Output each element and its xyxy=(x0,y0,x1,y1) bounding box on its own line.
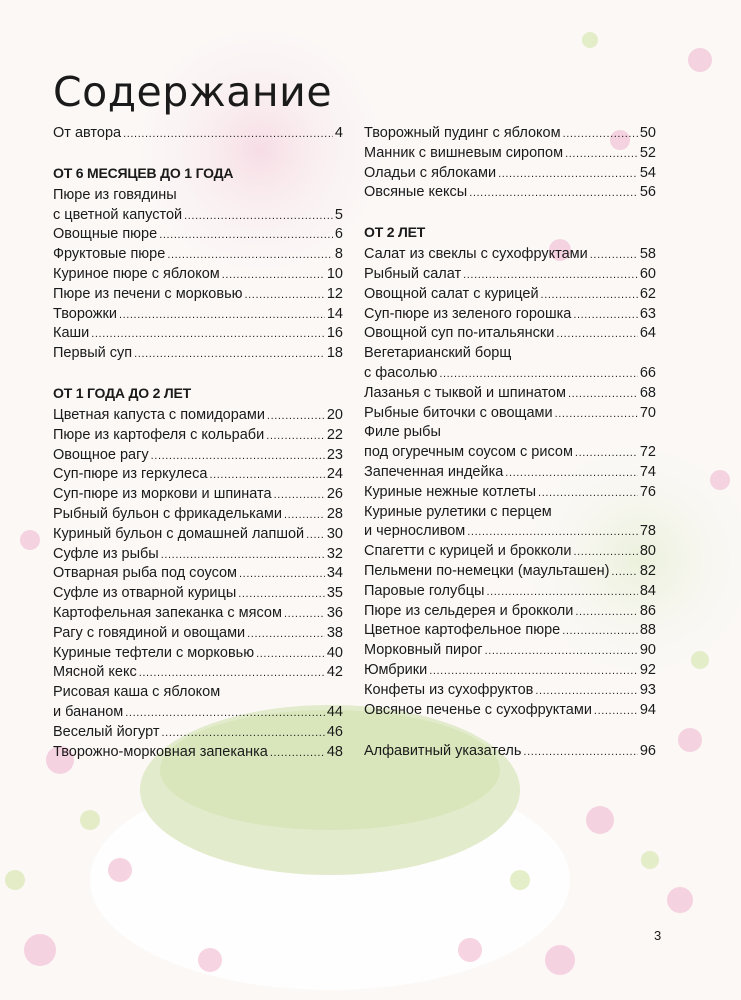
dot-leader xyxy=(429,664,638,679)
toc-entry-page: 63 xyxy=(639,305,656,322)
toc-entry[interactable] xyxy=(364,245,656,265)
toc-entry-page: 26 xyxy=(326,486,343,503)
toc-entry-title: Фруктовые пюре xyxy=(53,246,166,263)
toc-entry-title: Мясной кекс xyxy=(53,664,137,681)
toc-entry-title: Суп-пюре из моркови и шпината xyxy=(53,486,272,503)
toc-entry[interactable] xyxy=(364,602,656,622)
toc-entry-page: 18 xyxy=(326,345,343,362)
toc-entry-page: 24 xyxy=(326,466,343,483)
dot-leader xyxy=(555,407,638,422)
toc-entry-title: Запеченная индейка xyxy=(364,463,504,480)
dot-leader xyxy=(209,468,324,483)
dot-leader xyxy=(167,248,333,263)
toc-entry-title-line1: Рисовая каша с яблоком xyxy=(53,684,221,701)
toc-entry[interactable] xyxy=(364,265,656,285)
toc-entry-page: 93 xyxy=(639,681,656,698)
toc-entry-page: 36 xyxy=(326,604,343,621)
dot-leader xyxy=(162,726,325,741)
toc-entry[interactable] xyxy=(364,404,656,424)
toc-entry-page: 78 xyxy=(639,523,656,540)
dot-leader xyxy=(267,409,325,424)
toc-entry[interactable] xyxy=(53,663,343,683)
toc-left-column xyxy=(53,124,343,762)
toc-entry-title: От автора xyxy=(53,125,122,141)
dot-leader xyxy=(245,288,325,303)
dot-leader xyxy=(270,746,325,761)
toc-entry-page: 8 xyxy=(334,246,343,263)
dot-leader xyxy=(161,548,325,563)
toc-entry-page: 35 xyxy=(326,585,343,602)
toc-entry-title: Лазанья с тыквой и шпинатом xyxy=(364,384,566,401)
toc-entry-page: 86 xyxy=(639,602,656,619)
dot-leader xyxy=(562,624,638,639)
toc-entry[interactable] xyxy=(364,582,656,602)
dot-leader xyxy=(590,248,638,263)
toc-entry-title: Овощное рагу xyxy=(53,446,149,463)
dot-leader xyxy=(439,367,638,382)
dot-leader xyxy=(222,268,325,283)
toc-entry-page: 16 xyxy=(326,325,343,342)
dot-leader xyxy=(125,706,325,721)
toc-entry-page: 88 xyxy=(639,622,656,639)
toc-entry[interactable] xyxy=(364,542,656,562)
toc-entry[interactable] xyxy=(53,206,343,226)
toc-entry[interactable] xyxy=(53,225,343,245)
dot-leader xyxy=(274,488,325,503)
dot-leader xyxy=(541,288,638,303)
dot-leader xyxy=(119,308,325,323)
dot-leader xyxy=(284,607,325,622)
toc-entry[interactable] xyxy=(53,265,343,285)
dot-leader xyxy=(184,209,333,224)
toc-entry-title: Цветное картофельное пюре xyxy=(364,622,561,639)
toc-entry-title: с цветной капустой xyxy=(53,206,183,223)
toc-entry-title: Манник с вишневым сиропом xyxy=(364,144,564,161)
toc-entry-page: 10 xyxy=(326,265,343,282)
toc-entry-title: Куриные нежные котлеты xyxy=(364,483,537,500)
toc-entry[interactable] xyxy=(364,562,656,582)
toc-entry-title: Морковный пирог xyxy=(364,642,483,659)
toc-entry-page: 56 xyxy=(639,184,656,201)
dot-leader xyxy=(538,486,638,501)
dot-leader xyxy=(463,268,638,283)
dot-leader xyxy=(123,127,333,142)
toc-entry[interactable] xyxy=(53,525,343,545)
toc-entry[interactable] xyxy=(53,545,343,565)
dot-leader xyxy=(568,387,638,402)
toc-entry-title: и черносливом xyxy=(364,523,466,540)
toc-entry-page: 62 xyxy=(639,285,656,302)
toc-entry[interactable] xyxy=(53,324,343,344)
toc-entry-title: Паровые голубцы xyxy=(364,582,485,599)
dot-leader xyxy=(306,528,325,543)
toc-entry-page: 40 xyxy=(326,644,343,661)
toc-entry-title: Пюре из картофеля с кольраби xyxy=(53,426,265,443)
dot-leader xyxy=(467,525,638,540)
toc-entry[interactable] xyxy=(364,522,656,542)
toc-entry-index[interactable] xyxy=(364,742,656,762)
toc-entry-page: 46 xyxy=(326,723,343,740)
toc-entry[interactable] xyxy=(364,681,656,701)
toc-entry-title: Пюре из печени с морковью xyxy=(53,285,243,302)
toc-entry[interactable] xyxy=(364,183,656,203)
dot-leader xyxy=(573,308,638,323)
toc-entry-title: Куриный бульон с домашней лапшой xyxy=(53,525,305,542)
toc-entry[interactable] xyxy=(53,644,343,664)
toc-entry-title: Картофельная запеканка с мясом xyxy=(53,604,282,621)
toc-entry-page: 58 xyxy=(639,246,656,263)
toc-entry-title: Алфавитный указатель xyxy=(364,743,522,760)
toc-entry-title: Пельмени по-немецки (маульташен) xyxy=(364,562,610,579)
toc-entry-page: 12 xyxy=(326,285,343,302)
dot-leader xyxy=(611,565,637,580)
toc-entry-title: Первый суп xyxy=(53,345,133,362)
toc-entry[interactable] xyxy=(53,485,343,505)
toc-entry-page: 42 xyxy=(326,664,343,681)
toc-entry-title: Куриное пюре с яблоком xyxy=(53,265,220,282)
toc-entry-title: Каши xyxy=(53,325,90,342)
toc-entry-title-line1: Куриные рулетики с перцем xyxy=(364,503,552,520)
toc-entry-page: 82 xyxy=(639,562,656,579)
toc-entry-page: 6 xyxy=(334,226,343,243)
dot-leader xyxy=(594,704,638,719)
toc-entry[interactable] xyxy=(53,564,343,584)
toc-entry-page: 48 xyxy=(326,743,343,760)
toc-entry[interactable] xyxy=(364,463,656,483)
toc-entry[interactable] xyxy=(53,406,343,426)
toc-entry-page: 94 xyxy=(639,701,656,718)
dot-leader xyxy=(486,585,637,600)
toc-entry-title: Отварная рыба под соусом xyxy=(53,565,238,582)
toc-entry[interactable] xyxy=(53,723,343,743)
toc-entry-title: Творожки xyxy=(53,305,117,322)
toc-entry-title: Пюре из сельдерея и брокколи xyxy=(364,602,574,619)
toc-entry-page: 64 xyxy=(639,325,656,342)
toc-entry[interactable] xyxy=(53,703,343,723)
toc-entry[interactable] xyxy=(364,324,656,344)
toc-entry-page: 30 xyxy=(326,525,343,542)
toc-entry-page: 90 xyxy=(639,642,656,659)
dot-leader xyxy=(266,429,325,444)
toc-entry-title: Суфле из рыбы xyxy=(53,545,159,562)
toc-entry[interactable] xyxy=(53,426,343,446)
dot-leader xyxy=(134,347,325,362)
page-title: Содержание xyxy=(53,68,333,116)
toc-entry-title: Конфеты из сухофруктов xyxy=(364,681,534,698)
toc-entry-title: Овсяные кексы xyxy=(364,184,468,201)
toc-entry-title: Оладьи с яблоками xyxy=(364,164,497,181)
dot-leader xyxy=(469,186,638,201)
dot-leader xyxy=(139,666,325,681)
dot-leader xyxy=(523,745,637,760)
toc-entry-page: 92 xyxy=(639,661,656,678)
dot-leader xyxy=(485,644,638,659)
dot-leader xyxy=(575,446,638,461)
toc-entry[interactable] xyxy=(364,144,656,164)
toc-entry-page: 14 xyxy=(326,305,343,322)
toc-entry-page: 22 xyxy=(326,426,343,443)
toc-entry[interactable] xyxy=(53,285,343,305)
toc-entry-title-line1: Пюре из говядины xyxy=(53,186,177,203)
toc-entry[interactable] xyxy=(364,305,656,325)
toc-entry[interactable] xyxy=(53,245,343,265)
toc-entry[interactable] xyxy=(364,384,656,404)
section-heading: ОТ 6 МЕСЯЦЕВ ДО 1 ГОДА xyxy=(53,164,234,181)
toc-entry-title: Веселый йогурт xyxy=(53,723,160,740)
toc-entry[interactable] xyxy=(53,124,343,144)
dot-leader xyxy=(498,167,638,182)
dot-leader xyxy=(573,545,637,560)
dot-leader xyxy=(159,228,333,243)
toc-entry-title: Творожно-морковная запеканка xyxy=(53,743,268,760)
toc-entry-page: 50 xyxy=(639,125,656,141)
toc-entry-page: 68 xyxy=(639,384,656,401)
toc-entry-page: 72 xyxy=(639,444,656,461)
toc-entry-title: Овощные пюре xyxy=(53,226,158,243)
toc-entry-title: Овощной суп по-итальянски xyxy=(364,325,555,342)
toc-entry[interactable] xyxy=(53,584,343,604)
section-heading: ОТ 2 ЛЕТ xyxy=(364,224,426,241)
toc-entry[interactable] xyxy=(364,364,656,384)
toc-entry[interactable] xyxy=(364,621,656,641)
toc-entry-title: Рыбный салат xyxy=(364,265,462,282)
dot-leader xyxy=(575,605,638,620)
toc-entry-page: 66 xyxy=(639,364,656,381)
toc-entry-page: 52 xyxy=(639,144,656,161)
toc-entry-title: Творожный пудинг с яблоком xyxy=(364,125,561,141)
toc-entry-page: 54 xyxy=(639,164,656,181)
toc-entry-page: 80 xyxy=(639,543,656,560)
toc-entry-title: Овощной салат с курицей xyxy=(364,285,539,302)
toc-entry-title: Юмбрики xyxy=(364,661,428,678)
toc-entry[interactable] xyxy=(53,604,343,624)
dot-leader xyxy=(91,327,325,342)
toc-entry-title: Суп-пюре из зеленого горошка xyxy=(364,305,572,322)
toc-entry[interactable] xyxy=(364,164,656,184)
toc-entry[interactable] xyxy=(364,701,656,721)
dot-leader xyxy=(151,449,325,464)
toc-entry-title-line1: Филе рыбы xyxy=(364,424,441,441)
toc-entry-title-line1: Вегетарианский борщ xyxy=(364,345,512,362)
dot-leader xyxy=(535,684,637,699)
dot-leader xyxy=(284,508,325,523)
toc-entry-page: 32 xyxy=(326,545,343,562)
toc-entry-title: с фасолью xyxy=(364,364,438,381)
toc-right-column xyxy=(364,124,656,762)
toc-entry-title: Суп-пюре из геркулеса xyxy=(53,466,208,483)
dot-leader xyxy=(505,466,638,481)
section-heading: ОТ 1 ГОДА ДО 2 ЛЕТ xyxy=(53,384,191,401)
toc-entry-title: Овсяное печенье с сухофруктами xyxy=(364,701,592,718)
toc-entry[interactable] xyxy=(53,624,343,644)
toc-entry-title: Рыбные биточки с овощами xyxy=(364,404,553,421)
toc-entry-page: 60 xyxy=(639,265,656,282)
toc-entry-title: Салат из свеклы с сухофруктами xyxy=(364,246,588,263)
toc-entry-page: 84 xyxy=(639,582,656,599)
dot-leader xyxy=(239,567,325,582)
toc-entry-page: 4 xyxy=(334,125,343,141)
toc-entry[interactable] xyxy=(53,344,343,364)
toc-entry-title: Спагетти с курицей и брокколи xyxy=(364,543,572,560)
toc-entry-page: 34 xyxy=(326,565,343,582)
dot-leader xyxy=(256,647,325,662)
dot-leader xyxy=(563,127,638,142)
toc-entry[interactable] xyxy=(53,465,343,485)
toc-entry[interactable] xyxy=(53,305,343,325)
toc-entry-page: 23 xyxy=(326,446,343,463)
toc-entry[interactable] xyxy=(364,661,656,681)
toc-entry-page: 44 xyxy=(326,703,343,720)
toc-entry-page: 70 xyxy=(639,404,656,421)
toc-entry[interactable] xyxy=(364,285,656,305)
toc-entry[interactable] xyxy=(364,483,656,503)
toc-entry-title: Рагу с говядиной и овощами xyxy=(53,624,246,641)
toc-entry[interactable] xyxy=(53,743,343,763)
toc-entry-page: 74 xyxy=(639,463,656,480)
toc-entry-title: Цветная капуста с помидорами xyxy=(53,406,265,423)
toc-entry-page: 28 xyxy=(326,505,343,522)
toc-entry[interactable] xyxy=(53,505,343,525)
toc-entry-page: 5 xyxy=(334,206,343,223)
toc-entry-page: 76 xyxy=(639,483,656,500)
toc-entry[interactable] xyxy=(364,443,656,463)
toc-entry-title: Куриные тефтели с морковью xyxy=(53,644,255,661)
toc-entry-title: Суфле из отварной курицы xyxy=(53,585,237,602)
dot-leader xyxy=(556,327,638,342)
dot-leader xyxy=(238,587,325,602)
dot-leader xyxy=(247,627,325,642)
toc-entry-title: под огуречным соусом с рисом xyxy=(364,444,573,461)
toc-entry[interactable] xyxy=(53,446,343,466)
dot-leader xyxy=(565,147,638,162)
toc-entry-title: Рыбный бульон с фрикадельками xyxy=(53,505,282,522)
toc-entry-page: 20 xyxy=(326,406,343,423)
toc-entry-page: 38 xyxy=(326,624,343,641)
toc-entry-title: и бананом xyxy=(53,703,124,720)
toc-entry-page: 96 xyxy=(639,743,656,760)
page-number: 3 xyxy=(654,928,662,943)
toc-entry[interactable] xyxy=(364,124,656,144)
toc-entry[interactable] xyxy=(364,641,656,661)
